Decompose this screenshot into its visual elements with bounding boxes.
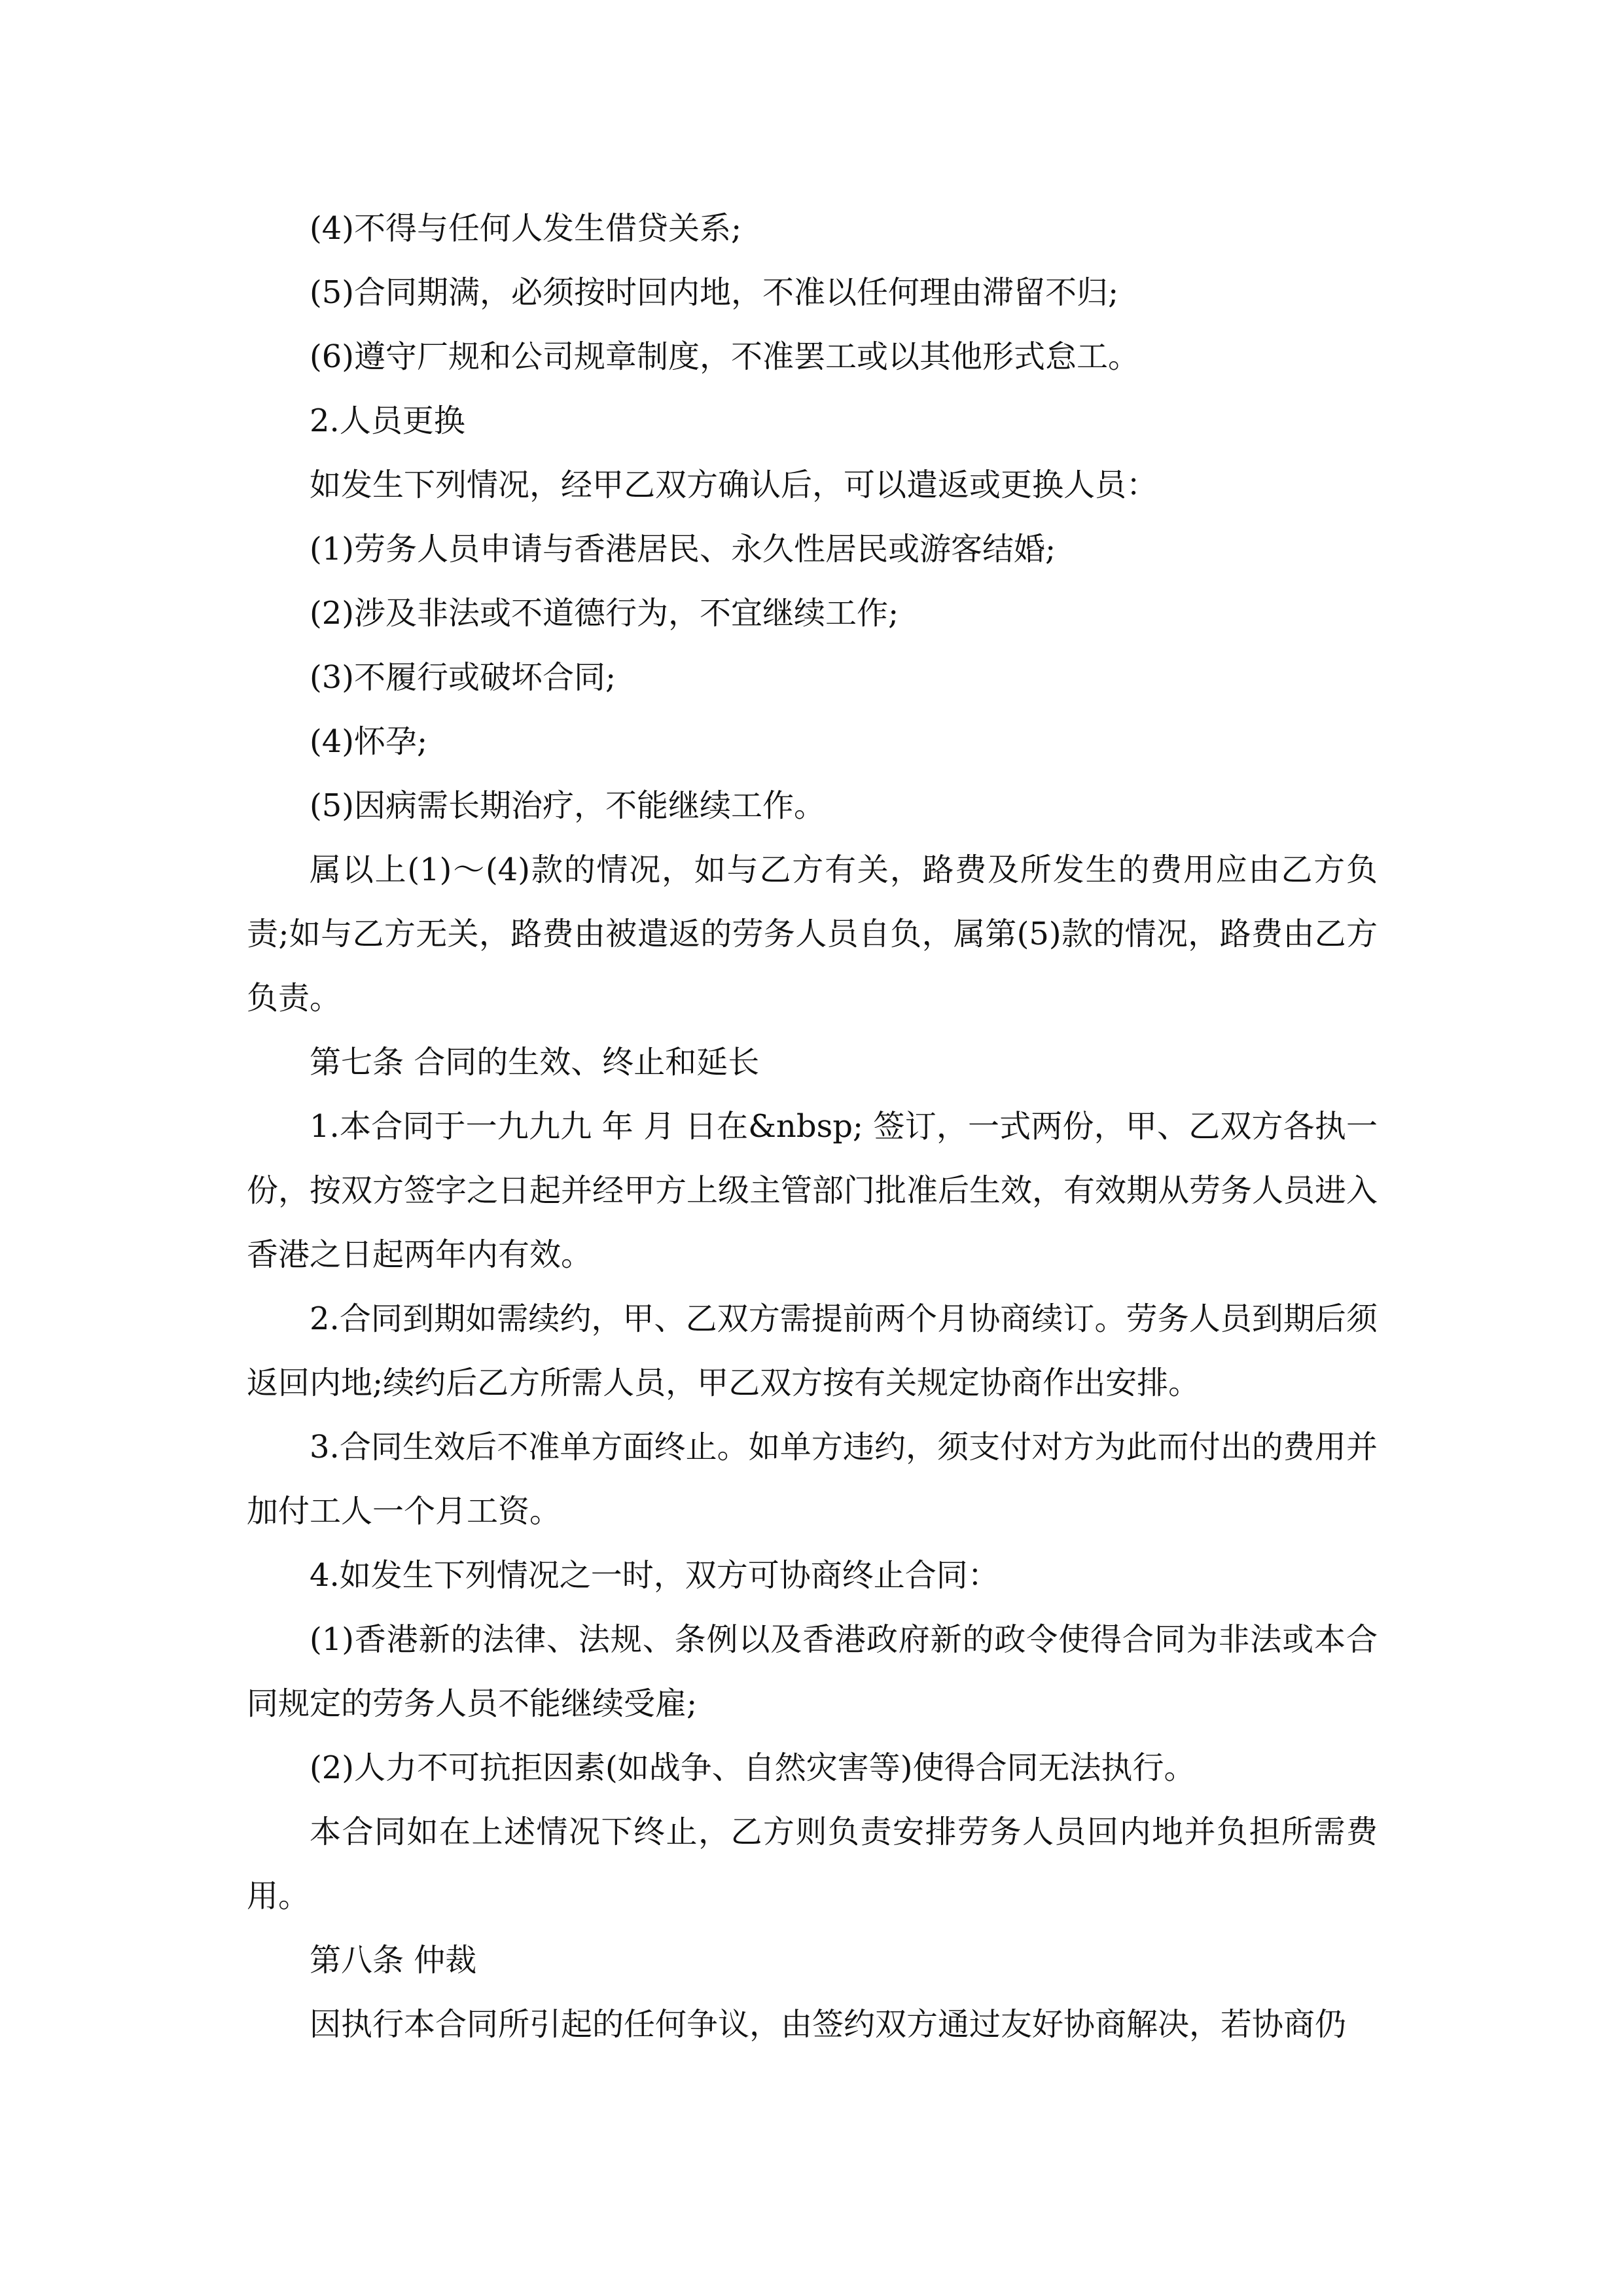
travel-cost-paragraph: 属以上(1)～(4)款的情况，如与乙方有关，路费及所发生的费用应由乙方负责;如与乙方无关，路费由被遣返的劳务人员自负，属第(5)款的情况，路费由乙方负责。 <box>247 852 1378 1016</box>
replacement-item-3: (3)不履行或破坏合同; <box>310 659 616 696</box>
article-7-item-3: 3.合同生效后不准单方面终止。如单方违约，须支付对方为此而付出的费用并加付工人一个月工资。 <box>247 1429 1378 1530</box>
clause-5-return-on-expiry: (5)合同期满，必须按时回内地，不准以任何理由滞留不归; <box>310 274 1119 311</box>
article-7-item-4: 4.如发生下列情况之一时，双方可协商终止合同： <box>310 1557 999 1594</box>
document-body <box>247 196 1378 2056</box>
replacement-item-2: (2)涉及非法或不道德行为，不宜继续工作; <box>310 595 899 632</box>
article-8-heading: 第八条 仲裁 <box>310 1942 477 1979</box>
clause-6-obey-rules: (6)遵守厂规和公司规章制度，不准罢工或以其他形式怠工。 <box>310 338 1139 375</box>
replacement-item-4: (4)怀孕; <box>310 723 428 760</box>
replacement-item-5: (5)因病需长期治疗，不能继续工作。 <box>310 787 825 824</box>
arbitration-paragraph: 因执行本合同所引起的任何争议，由签约双方通过友好协商解决，若协商仍 <box>310 2006 1347 2043</box>
termination-cost-paragraph: 本合同如在上述情况下终止，乙方则负责安排劳务人员回内地并负担所需费用。 <box>247 1814 1378 1914</box>
termination-condition-1: (1)香港新的法律、法规、条例以及香港政府新的政令使得合同为非法或本合同规定的劳务人员不能继续受雇; <box>247 1621 1378 1722</box>
article-7-item-1: 1.本合同于一九九九 年 月 日在&nbsp; 签订，一式两份，甲、乙双方各执一份，按双方签字之日起并经甲方上级主管部门批准后生效，有效期从劳务人员进入香港之日起两年内有效。 <box>247 1108 1378 1273</box>
termination-condition-2: (2)人力不可抗拒因素(如战争、自然灾害等)使得合同无法执行。 <box>310 1749 1196 1786</box>
replacement-conditions-intro: 如发生下列情况，经甲乙双方确认后，可以遣返或更换人员： <box>310 467 1158 503</box>
article-7-item-2: 2.合同到期如需续约，甲、乙双方需提前两个月协商续订。劳务人员到期后须返回内地;续约后乙方所需人员，甲乙双方按有关规定协商作出安排。 <box>247 1300 1378 1401</box>
section-personnel-replacement-heading: 2.人员更换 <box>310 403 465 439</box>
clause-4-no-borrowing: (4)不得与任何人发生借贷关系; <box>310 210 742 247</box>
article-7-heading: 第七条 合同的生效、终止和延长 <box>310 1044 760 1081</box>
replacement-item-1: (1)劳务人员申请与香港居民、永久性居民或游客结婚; <box>310 531 1056 567</box>
